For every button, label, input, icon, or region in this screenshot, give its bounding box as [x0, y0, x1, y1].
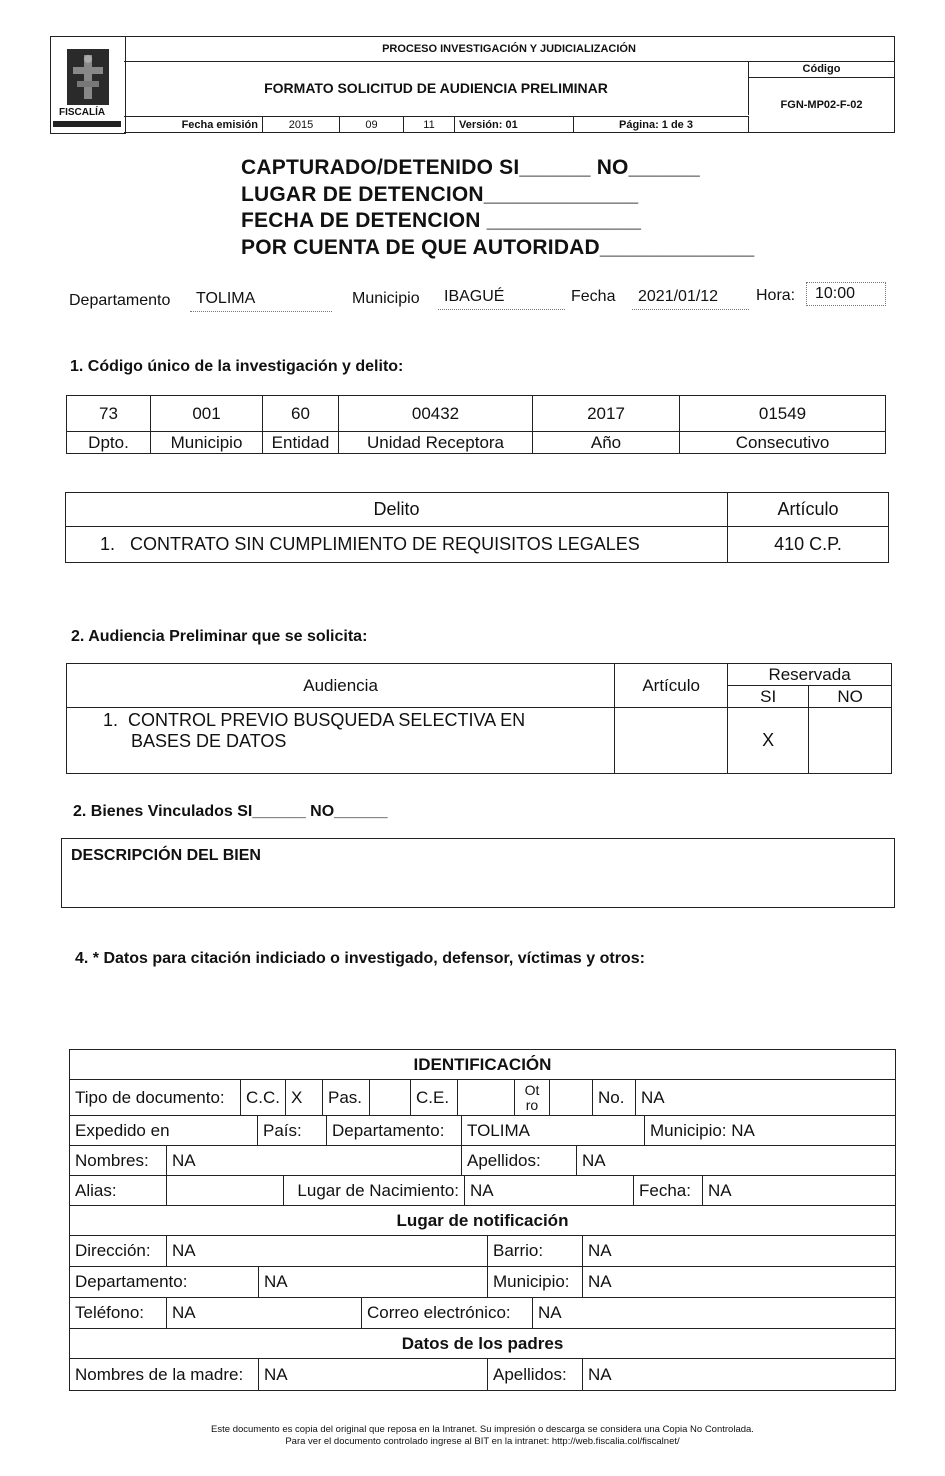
audiencia-articulo: [615, 708, 728, 774]
delito-header: Delito: [66, 493, 728, 527]
logo-text: FISCALÍA: [59, 107, 106, 118]
capture-line-1: CAPTURADO/DETENIDO SI______ NO______: [241, 156, 700, 179]
nombres-row: [69, 1145, 896, 1176]
correo-value: NA: [533, 1298, 896, 1329]
mun2-value: NA: [583, 1267, 896, 1298]
label-municipio: Municipio: [151, 432, 263, 454]
identification-table: [69, 1049, 896, 1391]
capture-line-4: POR CUENTA DE QUE AUTORIDAD_____________: [241, 236, 755, 259]
ident-title-row: [69, 1049, 896, 1080]
label-unidad: Unidad Receptora: [339, 432, 533, 454]
audiencia-text-1: CONTROL PREVIO BUSQUEDA SELECTIVA EN: [128, 710, 526, 730]
section2-title: 2. Audiencia Preliminar que se solicita:: [71, 628, 368, 645]
pas-label: Pas.: [323, 1080, 370, 1116]
time-label: Hora:: [756, 287, 796, 304]
dep-mun-row: [69, 1266, 896, 1298]
otro-label-1: Ot: [524, 1081, 540, 1098]
descripcion-box: [61, 838, 895, 908]
madre-value: NA: [259, 1359, 488, 1391]
otro-label: [515, 1080, 550, 1116]
fiscalia-logo-icon: [67, 49, 109, 105]
delito-row: [66, 527, 728, 563]
expedido-row: [69, 1115, 896, 1146]
barrio-label: Barrio:: [488, 1236, 583, 1267]
code-anio: 2017: [533, 396, 680, 432]
time-value: 10:00: [806, 282, 886, 306]
process-title: PROCESO INVESTIGACIÓN Y JUDICIALIZACIÓN: [124, 36, 895, 62]
alias-value: [167, 1176, 284, 1206]
reservada-si-mark: X: [728, 708, 809, 774]
apellidos-value: NA: [577, 1146, 896, 1176]
fecha-nac-label: Fecha:: [634, 1176, 703, 1206]
alias-label: Alias:: [70, 1176, 167, 1206]
pais-label: País:: [258, 1116, 327, 1146]
reservada-header: Reservada: [728, 664, 892, 686]
label-entidad: Entidad: [263, 432, 339, 454]
footer-line-1: Este documento es copia del original que reposa en la Intranet. Su impresión o descarga se considera una Copia No Controlada.: [211, 1424, 754, 1435]
correo-label: Correo electrónico:: [362, 1298, 533, 1329]
reservada-si: SI: [728, 686, 809, 708]
reservada-no-mark: [809, 708, 892, 774]
delito-text: CONTRATO SIN CUMPLIMIENTO DE REQUISITOS LEGALES: [130, 534, 640, 554]
otro-value: [550, 1080, 593, 1116]
notif-title-row: [69, 1205, 896, 1236]
document-header: [50, 36, 896, 134]
tipo-doc-label: Tipo de documento:: [70, 1080, 241, 1116]
direccion-value: NA: [167, 1236, 488, 1267]
nombres-label: Nombres:: [70, 1146, 167, 1176]
direccion-row: [69, 1235, 896, 1267]
emission-label: Fecha emisión: [124, 117, 263, 133]
audiencia-line-2: BASES DE DATOS: [131, 731, 287, 751]
date-value: 2021/01/12: [632, 288, 749, 310]
code-entidad: 60: [263, 396, 339, 432]
nombres-value: NA: [167, 1146, 462, 1176]
audiencia-table: [66, 663, 892, 774]
logo-bar: [53, 121, 121, 127]
madre-label: Nombres de la madre:: [70, 1359, 259, 1391]
audiencia-header: Audiencia: [67, 664, 615, 708]
lugar-nac-label: Lugar de Nacimiento:: [284, 1176, 465, 1206]
section1-title: 1. Código único de la investigación y delito:: [70, 358, 404, 375]
telefono-label: Teléfono:: [70, 1298, 167, 1329]
no-value: NA: [636, 1080, 896, 1116]
expedido-label: Expedido en: [70, 1116, 258, 1146]
emission-row: [124, 116, 749, 133]
code-consecutivo: 01549: [680, 396, 886, 432]
capture-line-3: FECHA DE DETENCION _____________: [241, 209, 642, 232]
logo-cell: [50, 36, 126, 134]
dep-label: Departamento: [69, 292, 171, 309]
lugar-nac-value: NA: [465, 1176, 634, 1206]
label-anio: Año: [533, 432, 680, 454]
delito-table: [65, 492, 889, 563]
articulo-header: Artículo: [728, 493, 889, 527]
delito-articulo: 410 C.P.: [728, 527, 889, 563]
padres-title-row: [69, 1328, 896, 1359]
cc-label: C.C.: [241, 1080, 286, 1116]
telefono-row: [69, 1297, 896, 1329]
label-dpto: Dpto.: [67, 432, 151, 454]
date-label: Fecha: [571, 288, 616, 305]
municipio-ident: Municipio: NA: [645, 1116, 896, 1146]
code-value: FGN-MP02-F-02: [780, 99, 863, 111]
direccion-label: Dirección:: [70, 1236, 167, 1267]
mun2-label: Municipio:: [488, 1267, 583, 1298]
code-municipio: 001: [151, 396, 263, 432]
section4-title: 4. * Datos para citación indiciado o investigado, defensor, víctimas y otros:: [75, 950, 645, 967]
audiencia-num: 1.: [103, 710, 119, 730]
code-dpto: 73: [67, 396, 151, 432]
audiencia-articulo-header: Artículo: [615, 664, 728, 708]
ce-label: C.E.: [411, 1080, 458, 1116]
emission-day: 11: [404, 117, 455, 133]
bienes-title: 2. Bienes Vinculados SI______ NO______: [73, 803, 388, 820]
form-title: FORMATO SOLICITUD DE AUDIENCIA PRELIMINAR: [124, 61, 749, 115]
fecha-nac-value: NA: [703, 1176, 896, 1206]
notif-title: Lugar de notificación: [70, 1206, 896, 1236]
mun-label: Municipio: [352, 290, 420, 307]
footer-line-2: Para ver el documento controlado ingrese al BIT en la intranet: http://web.fiscalia.col/fiscalnet/: [285, 1436, 680, 1447]
apellidos2-label: Apellidos:: [488, 1359, 583, 1391]
madre-row: [69, 1358, 896, 1391]
label-consecutivo: Consecutivo: [680, 432, 886, 454]
investigation-code-table: [66, 395, 886, 454]
dep-label-ident: Departamento:: [327, 1116, 462, 1146]
apellidos-label: Apellidos:: [462, 1146, 577, 1176]
page-cell: Página: 1 de 3: [574, 117, 749, 133]
otro-label-2: ro: [525, 1096, 539, 1113]
mun-value: IBAGUÉ: [438, 288, 565, 310]
dep2-label: Departamento:: [70, 1267, 259, 1298]
apellidos2-value: NA: [583, 1359, 896, 1391]
audiencia-line-1: [103, 710, 610, 731]
dep2-value: NA: [259, 1267, 488, 1298]
capture-line-2: LUGAR DE DETENCION_____________: [241, 183, 639, 206]
alias-row: [69, 1175, 896, 1206]
pas-value: [370, 1080, 411, 1116]
cc-mark: X: [286, 1080, 323, 1116]
reservada-no: NO: [809, 686, 892, 708]
barrio-value: NA: [583, 1236, 896, 1267]
dep-value-ident: TOLIMA: [462, 1116, 645, 1146]
ce-value: [458, 1080, 515, 1116]
version-cell: Versión: 01: [455, 117, 574, 133]
padres-title: Datos de los padres: [70, 1329, 896, 1359]
delito-num: 1.: [100, 534, 116, 554]
dep-value: TOLIMA: [190, 290, 332, 312]
no-label: No.: [593, 1080, 636, 1116]
code-box-border: [748, 60, 895, 133]
ident-title: IDENTIFICACIÓN: [70, 1050, 896, 1080]
emission-year: 2015: [263, 117, 340, 133]
descripcion-label: DESCRIPCIÓN DEL BIEN: [71, 847, 261, 864]
code-unidad: 00432: [339, 396, 533, 432]
telefono-value: NA: [167, 1298, 362, 1329]
audiencia-item: [67, 708, 615, 774]
code-label: Código: [749, 61, 894, 78]
tipo-doc-row: [69, 1079, 896, 1116]
emission-month: 09: [340, 117, 404, 133]
